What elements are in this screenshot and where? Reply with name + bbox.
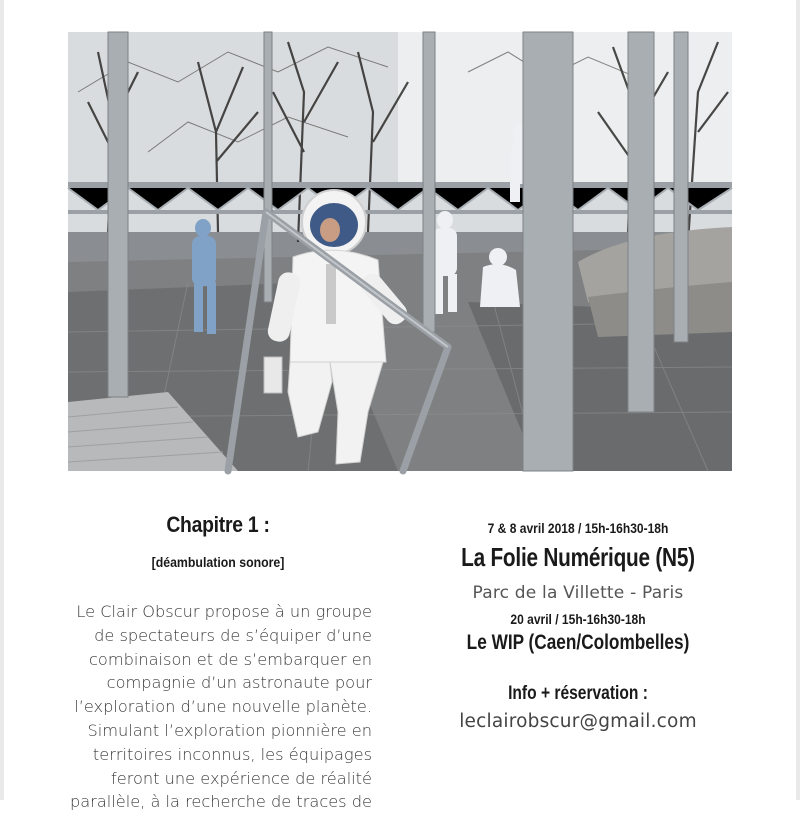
chapter-subtitle: [déambulation sonore] xyxy=(151,554,285,570)
description-line: de spectateurs de s’équiper d’une xyxy=(94,625,372,645)
event-date-1: 7 & 8 avril 2018 / 15h-16h30-18h xyxy=(487,520,669,536)
contact-email-link[interactable]: leclairobscur@gmail.com xyxy=(459,711,697,732)
description-line: feront une expérience de réalité xyxy=(111,768,372,788)
description-line: territoires inconnus, les équipages xyxy=(92,744,372,764)
page-edge-right xyxy=(796,0,800,800)
chapter-title: Chapitre 1 : xyxy=(166,512,270,537)
description-line: Simulant l’exploration pionnière en xyxy=(87,720,372,740)
venue-title-1: La Folie Numérique (N5) xyxy=(461,542,695,572)
right-column xyxy=(428,520,728,732)
info-reservation-label: Info + réservation : xyxy=(508,683,648,704)
description-line: combinaison et de s’embarquer en xyxy=(89,649,372,669)
venue-location-1: Parc de la Villette - Paris xyxy=(472,583,684,603)
description-line: Le Clair Obscur propose à un groupe xyxy=(76,602,372,621)
description-paragraph xyxy=(64,600,372,814)
event-date-2: 20 avril / 15h-16h30-18h xyxy=(510,611,646,627)
description-line: parallèle, à la recherche de traces de xyxy=(69,792,372,812)
description-line: compagnie d’un astronaute pour xyxy=(106,673,372,693)
left-column xyxy=(64,512,372,814)
description-line: l’exploration d’une nouvelle planète. xyxy=(74,697,372,717)
hero-photo xyxy=(68,32,732,471)
venue-title-2: Le WIP (Caen/Colombelles) xyxy=(466,631,690,654)
page-edge-left xyxy=(0,0,4,800)
